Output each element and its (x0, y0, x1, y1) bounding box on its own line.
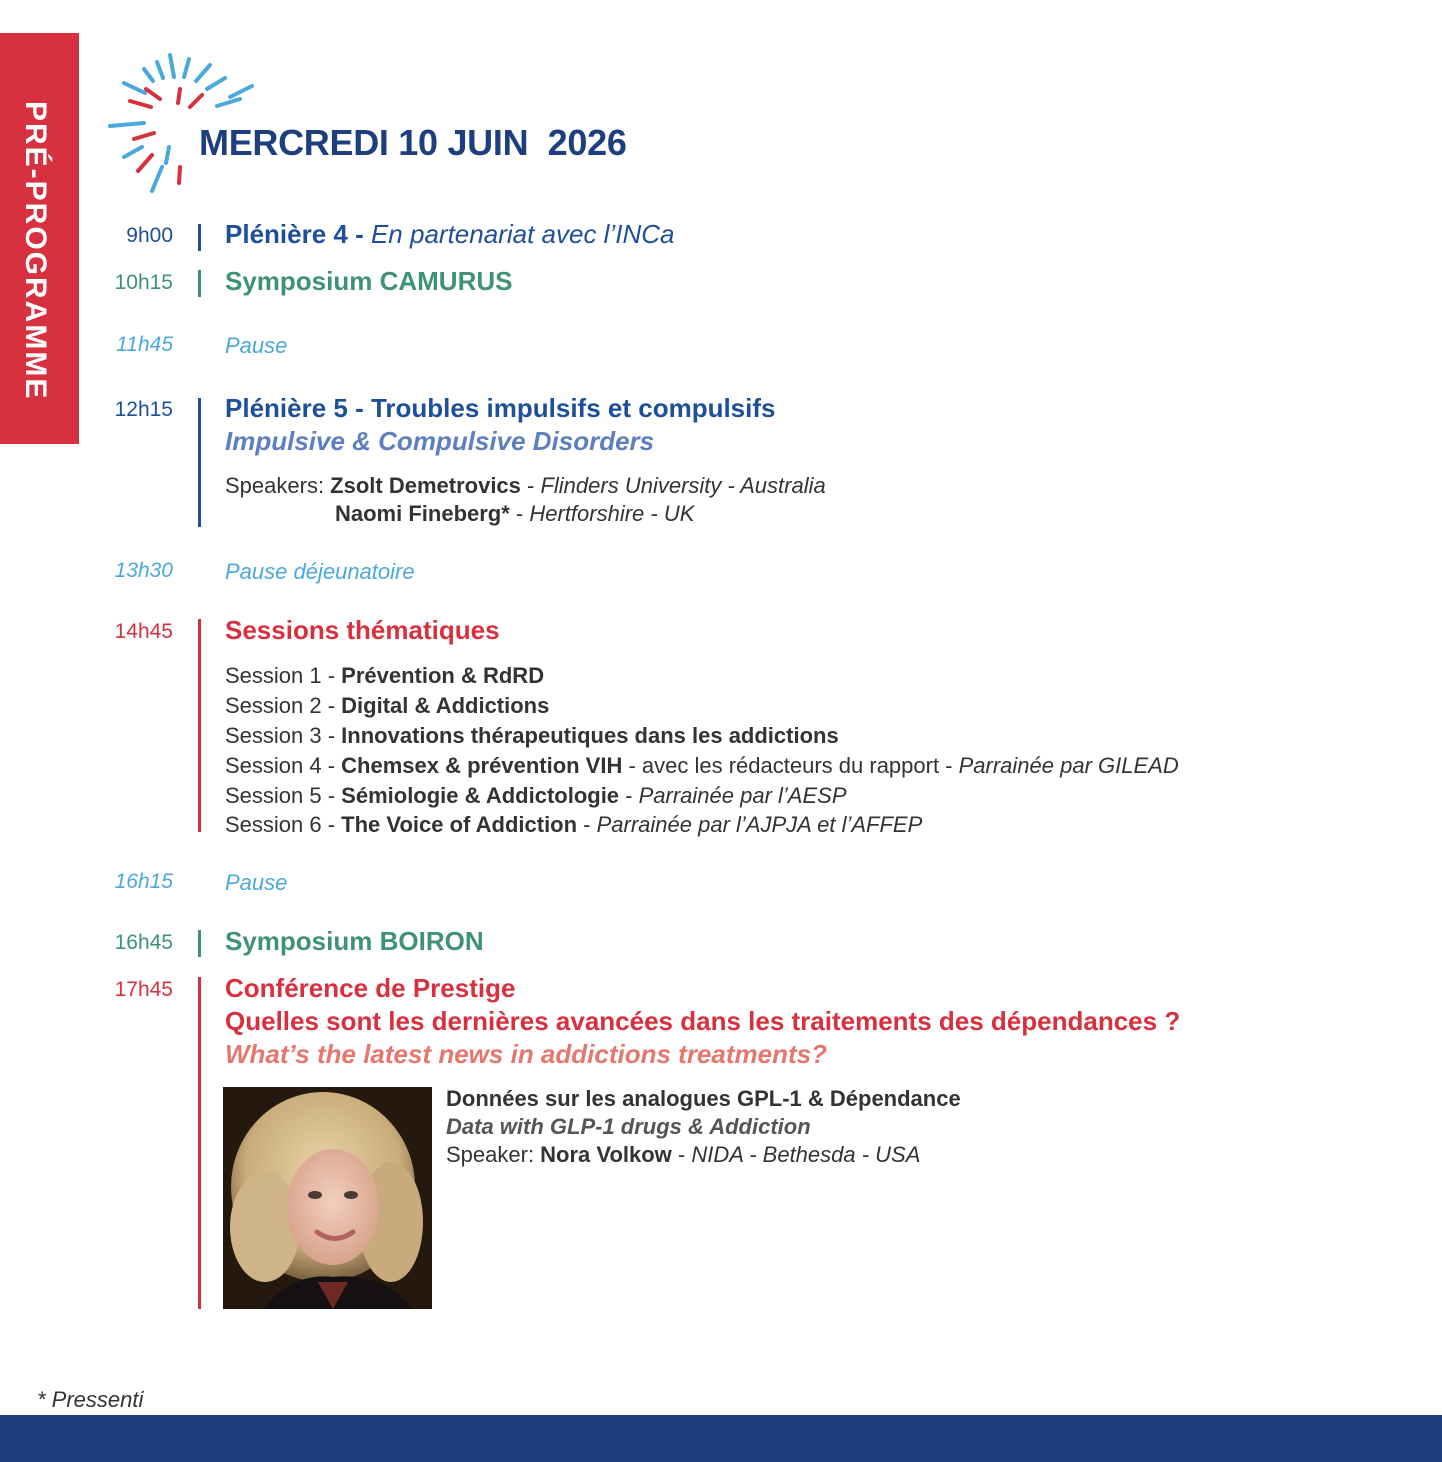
divider-bar (198, 398, 201, 527)
pause-1-label: Pause (225, 333, 288, 358)
session-name: Digital & Addictions (341, 693, 550, 718)
prestige-title: Conférence de Prestige (225, 973, 516, 1003)
session-extra: - (577, 812, 597, 837)
speaker-name: Naomi Fineberg* (335, 501, 510, 526)
session-sponsor: Parrainée par GILEAD (958, 753, 1179, 778)
speakers-label: Speakers: (225, 473, 331, 498)
time-pause-1: 11h45 (116, 333, 173, 356)
session-extra: - avec les rédacteurs du rapport - (622, 753, 959, 778)
session-item (225, 753, 1179, 779)
speaker-name: Nora Volkow (540, 1142, 672, 1167)
pleniere-4-title: Plénière 4 - (225, 219, 371, 249)
speaker-sep: - (520, 473, 541, 498)
pleniere-4-heading (225, 219, 674, 250)
symposium-camurus (225, 266, 512, 297)
session-label: Session 2 - (225, 693, 342, 718)
speaker-affiliation: Flinders University - Australia (540, 473, 826, 498)
time-pleniere-4: 9h00 (126, 224, 173, 247)
prestige-question-en: What’s the latest news in addictions treatments? (225, 1039, 827, 1069)
session-item (225, 723, 839, 749)
session-item (225, 663, 544, 689)
divider-bar (198, 619, 201, 832)
divider-bar (198, 224, 201, 251)
divider-bar (198, 930, 201, 957)
speaker-photo (223, 1087, 432, 1309)
speaker-row (225, 473, 826, 499)
session-item (225, 693, 549, 719)
session-label: Session 5 - (225, 783, 342, 808)
session-name: Sémiologie & Addictologie (341, 783, 620, 808)
speaker-sep: - (509, 501, 530, 526)
symposium-prefix: Symposium (225, 926, 380, 956)
session-item (225, 812, 922, 838)
symposium-prefix: Symposium (225, 266, 380, 296)
talk-title-en: Data with GLP-1 drugs & Addiction (446, 1114, 811, 1139)
speaker-affiliation: Hertforshire - UK (529, 501, 695, 526)
footnote: * Pressenti (37, 1387, 144, 1412)
page-title: MERCREDI 10 JUIN 2026 (199, 122, 627, 163)
time-sessions: 14h45 (114, 620, 173, 643)
time-pause-3: 16h15 (114, 870, 173, 893)
pleniere-5-subtitle: Impulsive & Compulsive Disorders (225, 426, 655, 456)
session-label: Session 1 - (225, 663, 342, 688)
speaker-affiliation: NIDA - Bethesda - USA (691, 1142, 921, 1167)
pleniere-4-subtitle: En partenariat avec l’INCa (370, 219, 675, 249)
session-name: Chemsex & prévention VIH (341, 753, 623, 778)
time-prestige: 17h45 (114, 978, 173, 1001)
session-name: Innovations thérapeutiques dans les addictions (341, 723, 839, 748)
time-pleniere-5: 12h15 (114, 398, 173, 421)
speaker-sep: - (671, 1142, 692, 1167)
speaker-label: Speaker: (446, 1142, 541, 1167)
ribbon-label: PRÉ-PROGRAMME (19, 101, 52, 401)
speaker-row (335, 501, 694, 527)
talk-title: Données sur les analogues GPL-1 & Dépendance (446, 1086, 961, 1111)
pause-2-label: Pause déjeunatoire (225, 559, 415, 584)
pleniere-5-title: Plénière 5 - Troubles impulsifs et compulsifs (225, 393, 776, 423)
symposium-sponsor: BOIRON (379, 926, 484, 956)
divider-bar (198, 270, 201, 297)
session-item (225, 783, 847, 809)
time-boiron: 16h45 (114, 931, 173, 954)
time-camurus: 10h15 (114, 271, 173, 294)
session-sponsor: Parrainée par l’AESP (638, 783, 847, 808)
prestige-question: Quelles sont les dernières avancées dans les traitements des dépendances ? (225, 1006, 1181, 1036)
time-pause-2: 13h30 (114, 559, 173, 582)
speaker-row (446, 1142, 920, 1168)
session-label: Session 4 - (225, 753, 342, 778)
speaker-portrait-icon (223, 1087, 432, 1309)
session-label: Session 6 - (225, 812, 342, 837)
symposium-sponsor: CAMURUS (379, 266, 513, 296)
symposium-boiron (225, 926, 484, 957)
divider-bar (198, 977, 201, 1309)
side-ribbon (0, 33, 79, 444)
session-name: The Voice of Addiction (341, 812, 578, 837)
footer-bar (0, 1415, 1442, 1462)
session-extra: - (619, 783, 639, 808)
session-sponsor: Parrainée par l’AJPJA et l’AFFEP (596, 812, 923, 837)
pause-3-label: Pause (225, 870, 288, 895)
session-name: Prévention & RdRD (341, 663, 545, 688)
speaker-name: Zsolt Demetrovics (330, 473, 521, 498)
sessions-title: Sessions thématiques (225, 615, 500, 645)
session-label: Session 3 - (225, 723, 342, 748)
